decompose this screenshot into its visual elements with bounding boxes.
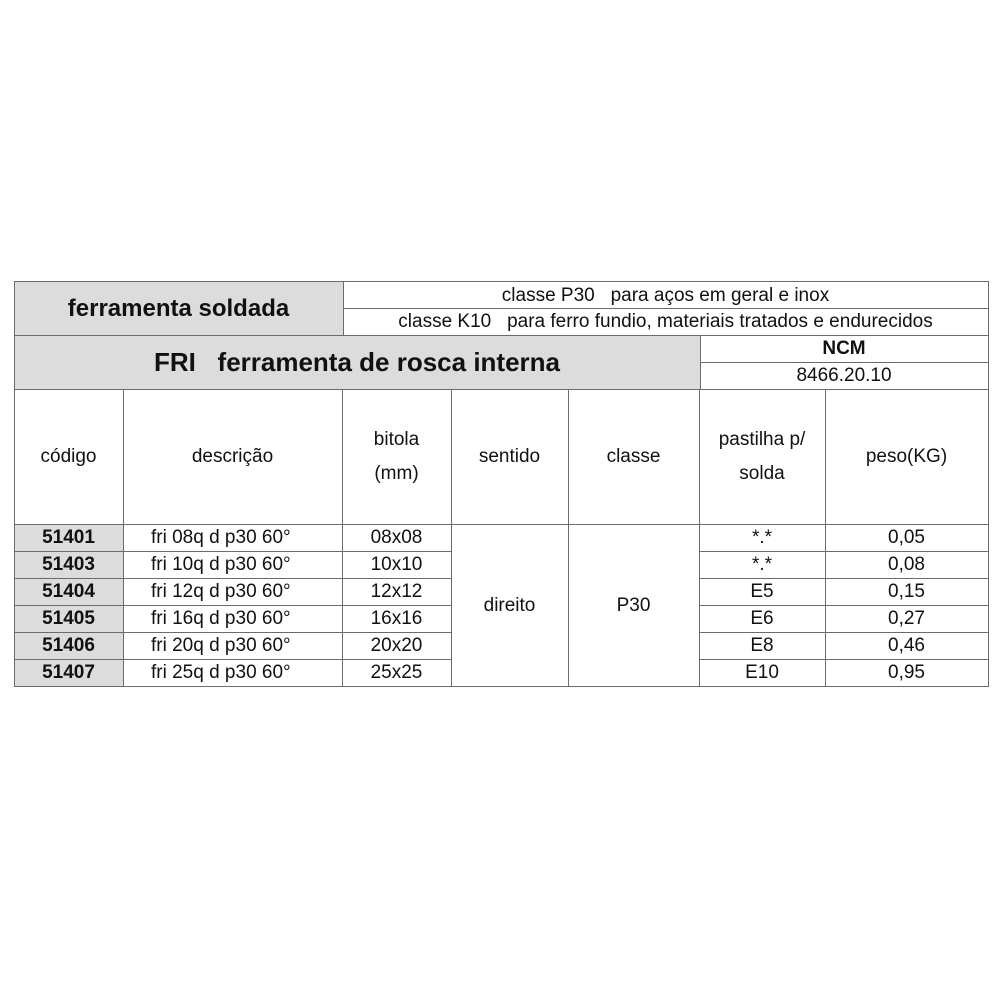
column-header-sentido: sentido: [478, 446, 541, 467]
row-pastilha: *.*: [751, 554, 773, 575]
row-peso: 0,95: [888, 662, 925, 683]
row-codigo: 51407: [42, 662, 95, 683]
class-p30-note: classe P30 para aços em geral e inox: [501, 284, 830, 306]
grid-line: [14, 686, 989, 687]
table-subtitle: FRI ferramenta de rosca interna: [153, 347, 561, 377]
row-codigo: 51406: [42, 635, 95, 656]
row-pastilha: E6: [750, 608, 774, 629]
row-codigo: 51401: [42, 527, 95, 548]
class-k10-note: classe K10 para ferro fundio, materiais tratados e endurecidos: [398, 311, 933, 332]
column-header-bitola: bitola (mm): [373, 429, 420, 484]
row-descricao: fri 08q d p30 60°: [151, 527, 291, 548]
row-descricao: fri 25q d p30 60°: [151, 662, 291, 683]
row-codigo: 51404: [42, 581, 95, 602]
ncm-value: 8466.20.10: [796, 365, 892, 386]
row-bitola: 10x10: [370, 554, 423, 575]
grid-line: [988, 281, 989, 687]
row-descricao: fri 10q d p30 60°: [151, 554, 291, 575]
row-peso: 0,15: [888, 581, 925, 602]
column-header-descricao: descrição: [191, 446, 274, 467]
row-descricao: fri 16q d p30 60°: [151, 608, 291, 629]
column-header-pastilha: pastilha p/ solda: [718, 429, 806, 484]
table-title: ferramenta soldada: [67, 294, 290, 322]
row-bitola: 25x25: [370, 662, 423, 683]
row-descricao: fri 12q d p30 60°: [151, 581, 291, 602]
row-codigo: 51405: [42, 608, 95, 629]
row-codigo: 51403: [42, 554, 95, 575]
row-bitola: 12x12: [370, 581, 423, 602]
sentido-value: direito: [483, 594, 536, 616]
row-bitola: 20x20: [370, 635, 423, 656]
row-pastilha: E8: [750, 635, 774, 656]
row-pastilha: E5: [750, 581, 774, 602]
classe-value: P30: [616, 594, 651, 616]
column-header-peso: peso(KG): [865, 446, 948, 467]
row-pastilha: E10: [745, 662, 779, 683]
ncm-label: NCM: [822, 338, 866, 359]
column-header-classe: classe: [606, 446, 661, 467]
row-peso: 0,46: [888, 635, 925, 656]
row-peso: 0,27: [888, 608, 925, 629]
row-bitola: 16x16: [370, 608, 423, 629]
column-header-codigo: código: [40, 446, 97, 467]
row-bitola: 08x08: [370, 527, 423, 548]
row-peso: 0,05: [888, 527, 925, 548]
row-peso: 0,08: [888, 554, 925, 575]
row-descricao: fri 20q d p30 60°: [151, 635, 291, 656]
row-pastilha: *.*: [751, 527, 773, 548]
